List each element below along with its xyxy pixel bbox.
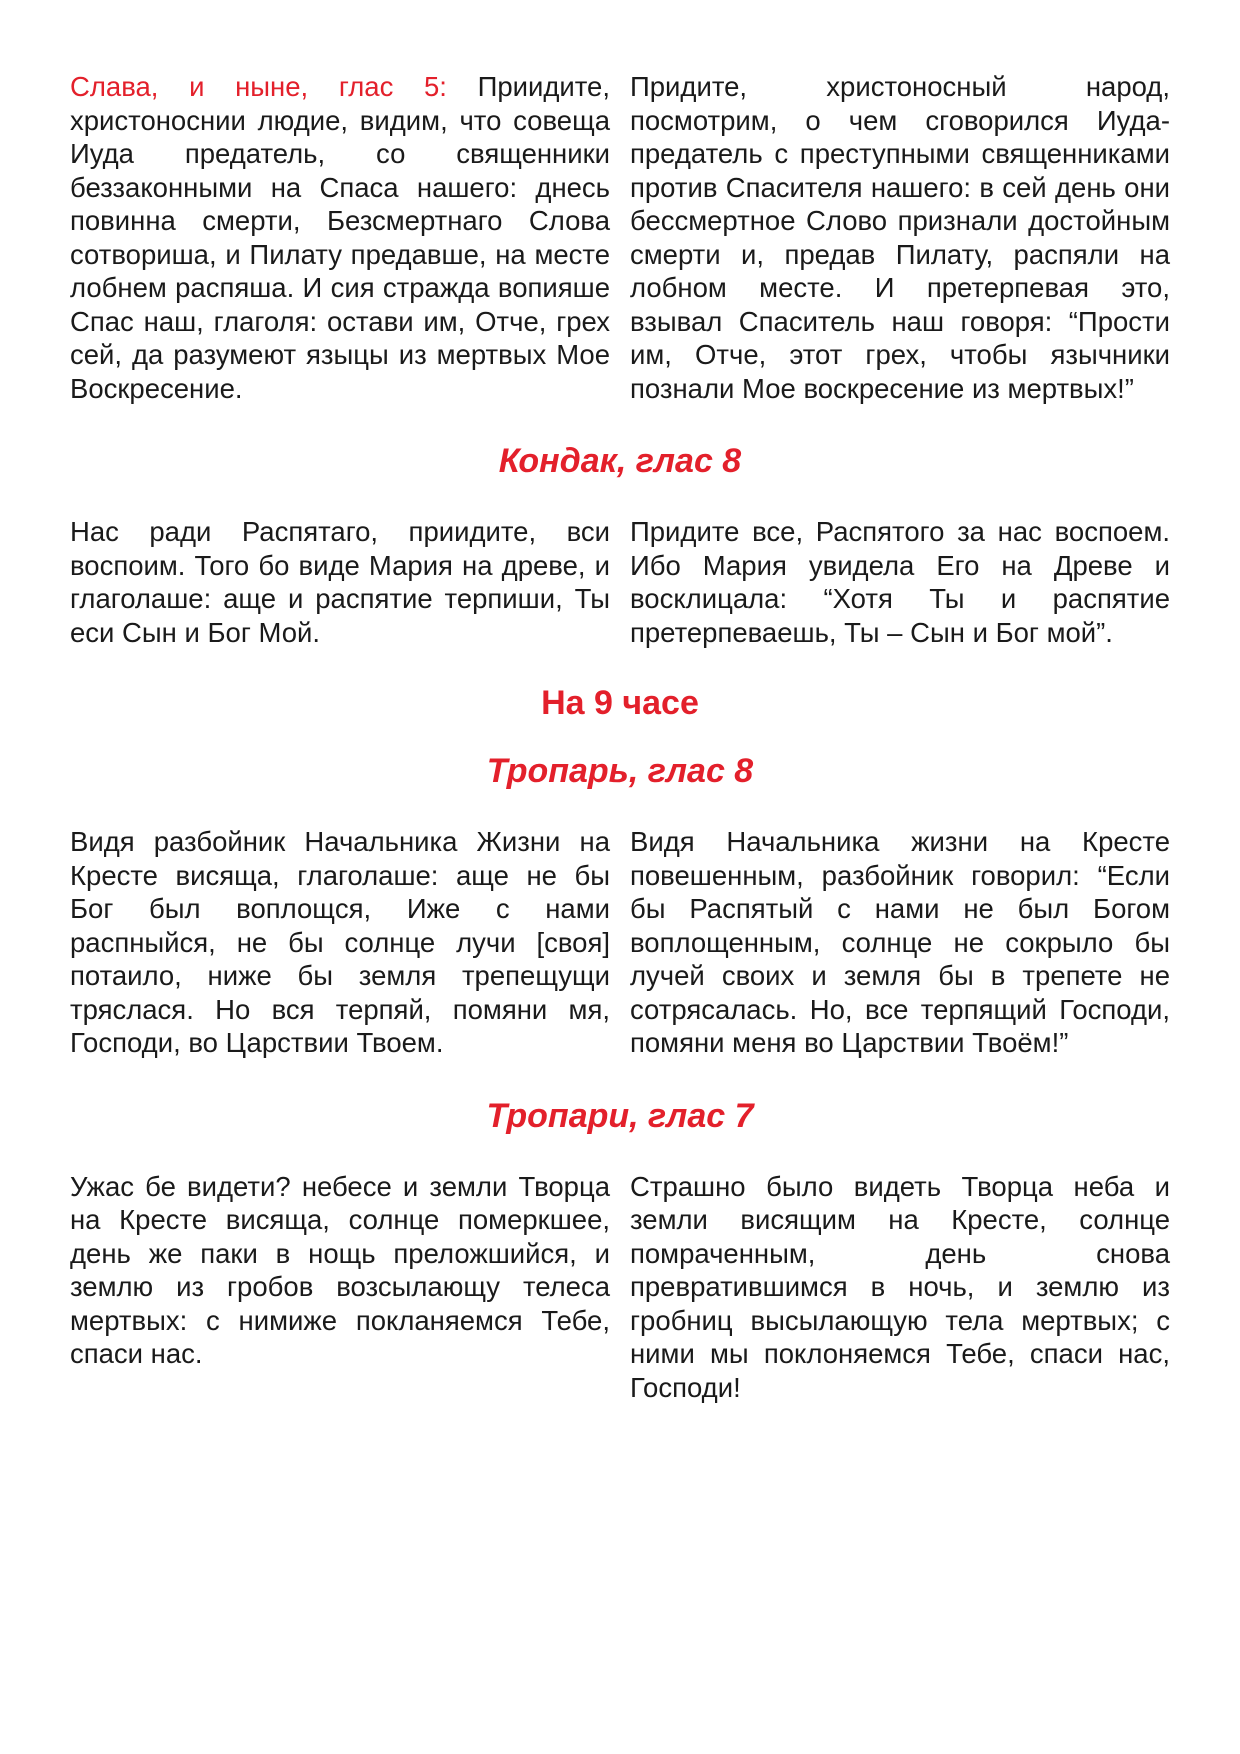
- slavonic-text-slava: [70, 70, 610, 405]
- heading-tropari-7: Тропари, глас 7: [486, 1096, 754, 1135]
- slava-slavonic-body: Приидите, христоноснии людие, видим, что совеща Иуда предатель, со священники беззаконными на Спаса нашего: днесь повинна смерти, Безсмертнаго Слова сотвориша, и Пилату предавше, на месте лобнем распяша. И сия стражда вопияше Спас наш, глаголя: остави им, Отче, грех сей, да разумеют языцы из мертвых Мое Воскресение.: [70, 71, 610, 404]
- slavonic-text-kondak: Нас ради Распятаго, приидите, вси воспоим. Того бо виде Мария на древе, и глаголаше: аще и распятие терпиши, Ты еси Сын и Бог Мой.: [70, 516, 610, 648]
- section-kondak: [70, 515, 1170, 649]
- heading-tropar-8: Тропарь, глас 8: [486, 752, 754, 790]
- document-page: [70, 70, 1170, 1404]
- section-slava: [70, 70, 1170, 405]
- russian-text-slava: Придите, христоносный народ, посмотрим, о чем сговорился Иуда-предатель с преступными священниками против Спасителя нашего: в сей день они бессмертное Слово признали достойным смерти и, предав Пилату, распяли на лобном месте. И претерпевая это, взывал Спаситель наш говоря: “Прости им, Отче, этот грех, чтобы язычники познали Мое воскресение из мертвых!”: [630, 71, 1170, 404]
- slavonic-text-tropar-8: Видя разбойник Начальника Жизни на Кресте висяща, глаголаше: аще не бы Бог был воплощся, Иже с нами распныйся, не бы солнце лучи [своя] потаило, ниже бы земля трепещущи тряслася. Но вся терпяй, помяни мя, Господи, во Царствии Твоем.: [70, 826, 610, 1058]
- section-tropar-8: [70, 825, 1170, 1060]
- heading-ninth-hour: На 9 часе: [541, 684, 699, 722]
- slavonic-text-tropari-7: Ужас бе видети? небесе и земли Творца на Кресте висяща, солнце померкшее, день же паки в нощь преложшийся, и землю из гробов возсылающу телеса мертвых: с нимиже покланяемся Тебе, спаси нас.: [70, 1170, 610, 1369]
- slava-red-prefix: Слава, и ныне, глас 5:: [70, 71, 447, 102]
- section-tropari-7: [70, 1170, 1170, 1405]
- russian-text-tropar-8: Видя Начальника жизни на Кресте повешенным, разбойник говорил: “Если бы Распятый с нами не был Богом воплощенным, солнце не сокрыло бы лучей своих и земля бы в трепете не сотрясалась. Но, все терпящий Господи, помяни меня во Царствии Твоём!”: [630, 826, 1170, 1058]
- russian-text-kondak: Придите все, Распятого за нас воспоем. Ибо Мария увидела Его на Древе и восклицала: “Хотя Ты и распятие претерпеваешь, Ты – Сын и Бог мой”.: [630, 516, 1170, 648]
- russian-text-tropari-7: Страшно было видеть Творца неба и земли висящим на Кресте, солнце помраченным, день снова превратившимся в ночь, и землю из гробниц высылающую тела мертвых; с ними мы поклоняемся Тебе, спаси нас, Господи!: [630, 1170, 1170, 1403]
- heading-kondak: Кондак, глас 8: [498, 442, 742, 480]
